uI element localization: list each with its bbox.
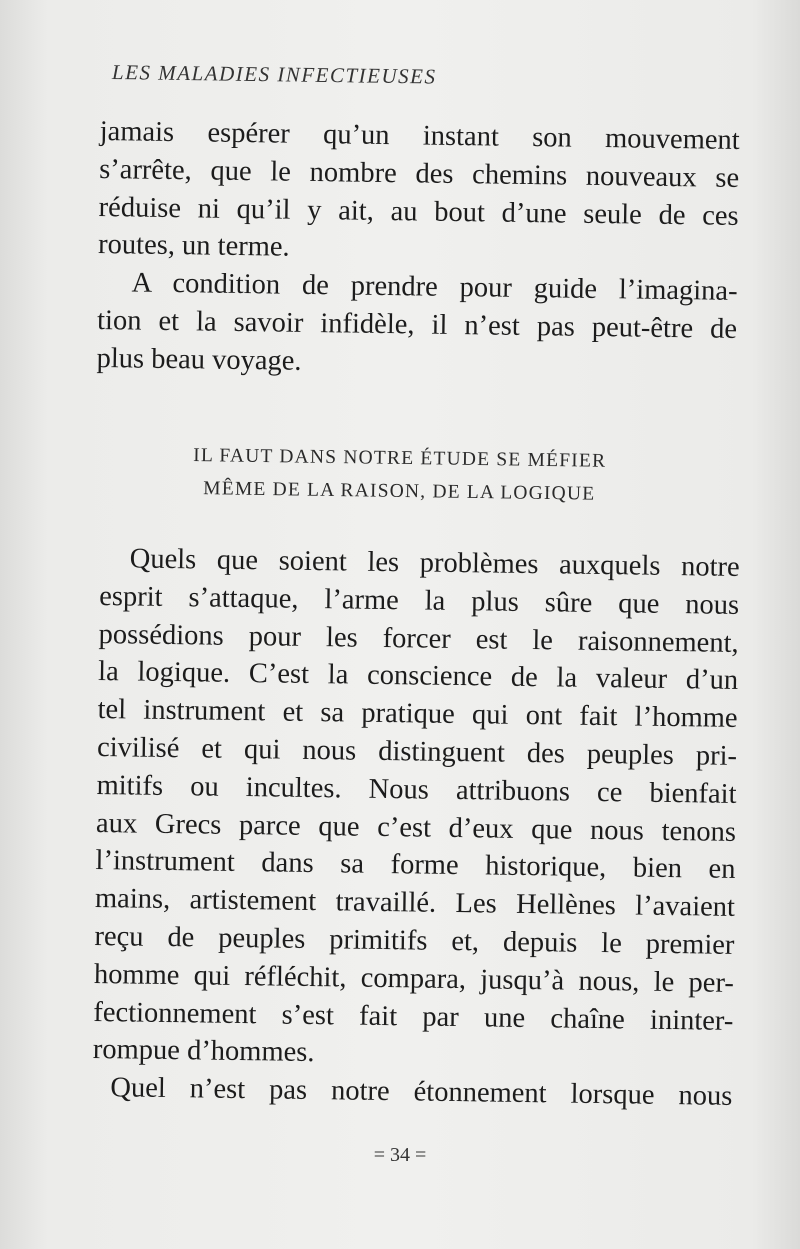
text-line: s’arrête, que le nombre des chemins nouveaux se xyxy=(98,153,740,194)
text-block-top xyxy=(96,113,740,386)
text-line: mains, artistement travaillé. Les Hellènes l’avaient xyxy=(94,883,736,924)
text-line: A condition de prendre pour guide l’imagina- xyxy=(131,267,738,308)
running-head: LES MALADIES INFECTIEUSES xyxy=(111,60,437,89)
paragraph xyxy=(98,113,740,273)
text-line: tel instrument et sa pratique qui ont fait l’homme xyxy=(97,694,738,735)
paragraph xyxy=(96,264,738,386)
paragraph xyxy=(93,540,740,1078)
text-line: l’instrument dans sa forme historique, bien en xyxy=(95,845,736,886)
text-line: homme qui réfléchit, compara, jusqu’à nous, le per- xyxy=(93,958,735,999)
text-line: Quels que soient les problèmes auxquels notre xyxy=(129,543,740,583)
text-line: tion et la savoir infidèle, il n’est pas peut-être de xyxy=(96,304,738,345)
text-line: réduise ni qu’il y ait, au bout d’une seule de ces xyxy=(98,191,739,232)
text-line: routes, un terme. xyxy=(97,229,290,264)
text-line: fectionnement s’est fait par une chaîne ininter- xyxy=(93,996,734,1037)
text-line: jamais espérer qu’un instant son mouvement xyxy=(99,115,740,156)
text-line: la logique. C’est la conscience de la valeur d’un xyxy=(97,656,739,697)
text-line: rompue d’hommes. xyxy=(92,1034,315,1069)
text-line: plus beau voyage. xyxy=(96,342,302,377)
text-line: reçu de peuples primitifs et, depuis le premier xyxy=(94,920,735,961)
section-heading xyxy=(119,438,680,512)
text-line: aux Grecs parce que c’est d’eux que nous tenons xyxy=(95,807,737,848)
text-line: Quel n’est pas notre étonnement lorsque nous xyxy=(110,1072,733,1113)
section-heading-line: MÊME DE LA RAISON, DE LA LOGIQUE xyxy=(203,478,596,505)
page-number: = 34 = xyxy=(373,1144,427,1166)
paragraph xyxy=(92,1069,732,1116)
text-line: civilisé et qui nous distinguent des peuples pri- xyxy=(96,731,738,772)
text-line: esprit s’attaque, l’arme la plus sûre que nous xyxy=(98,580,740,621)
section-heading-line: IL FAUT DANS NOTRE ÉTUDE SE MÉFIER xyxy=(193,445,607,472)
text-line: possédions pour les forcer est le raisonnement, xyxy=(98,618,739,659)
text-line: mitifs ou incultes. Nous attribuons ce bienfait xyxy=(96,769,737,810)
text-block-bottom xyxy=(92,540,740,1116)
